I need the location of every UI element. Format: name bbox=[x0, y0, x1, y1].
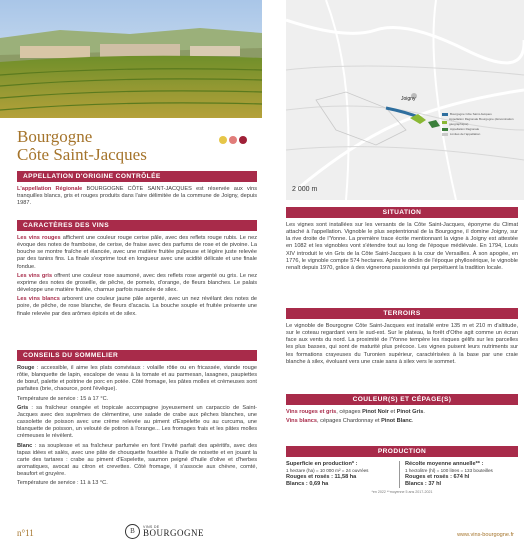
title-block bbox=[17, 128, 257, 164]
vineyard-photo bbox=[0, 0, 262, 118]
logo-emblem-icon: B bbox=[125, 524, 140, 539]
legend-item: Limites de l'appellation bbox=[442, 132, 520, 137]
caracteres-rouges bbox=[17, 235, 257, 271]
white-wine-dot bbox=[219, 136, 227, 144]
appellation-body: BOURGOGNE CÔTE SAINT-JACQUES est réservée aux vins tranquilles blancs, gris et rouges produits dans l'aire délimitée de la commune de Joigny, depuis 1987. bbox=[17, 186, 257, 207]
map-legend bbox=[442, 112, 520, 137]
blancs-text: arborent une couleur jaune pâle argenté, avec un nez révélant des notes de poire, de pêche, de rose blanche, de fleurs d'acacia. La bouche souple et fruitée présente une finale relevée par des arômes épicés et de silex. bbox=[17, 296, 257, 317]
logo-text bbox=[143, 525, 204, 539]
caracteres-gris bbox=[17, 273, 257, 294]
conseils-section bbox=[17, 350, 257, 490]
rose-wine-dot bbox=[229, 136, 237, 144]
caracteres-blancs bbox=[17, 296, 257, 317]
rouge-text: : accessible, il aime les plats conviviaux : volaille rôtie ou en fricassée, viande rouge rôtie, blanquette de lapin, escalope de veau à la tomate et au parmesan, lasagnes, paupiettes de bœuf, palette et poitrine de porc en potée. Côté fromage, les pâtes molles et crémeuses sont parfaites (brie, chaource, pont l'évêque). bbox=[17, 365, 257, 393]
gris-label: Les vins gris bbox=[17, 272, 53, 279]
appellation-label: L'appellation Régionale bbox=[17, 186, 83, 192]
situation-heading: SITUATION bbox=[286, 207, 518, 218]
terroirs-heading: TERROIRS bbox=[286, 308, 518, 319]
production-superficie: Superficie en production* : 1 hectare (ha) = 10 000 m² = 24 ouvrées Rouges et rosés : 11,58 ha Blancs : 0,69 ha bbox=[286, 461, 369, 488]
title-line-1: Bourgogne bbox=[17, 127, 93, 146]
couleurs-heading: COULEUR(S) ET CÉPAGE(S) bbox=[286, 394, 518, 405]
legend-item: Appellation Régionale Bourgogne (dénomination géographique) bbox=[442, 117, 520, 127]
rouge-label: Rouge bbox=[17, 365, 35, 371]
couleurs-line-1: Vins rouges et gris, cépages Pinot Noir et Pinot Gris. bbox=[286, 409, 425, 415]
production-recolte: Récolte moyenne annuelle** : 1 hectolitre (hl) = 100 litres = 133 bouteilles Rouges et rosés : 674 hl Blancs : 37 hl bbox=[399, 461, 518, 488]
blanc-text: : sa souplesse et sa fraîcheur parfumée en font l'invité parfait des apéritifs, avec des tapas idées et salés, avec une pâte de chouquette fouettée à l'huile de noisette et en jouant la carte des tartares : crabe au piment d'Espelette, saumon peigné d'huile d'olive et d'herbes aromatiques, avocat au citron et crevettes. Côté fromage, il s'associe aux chèvre, comté, beaufort et gruyère. bbox=[17, 442, 257, 478]
logo-small-text: VINS DE bbox=[143, 524, 160, 529]
production-heading: PRODUCTION bbox=[286, 446, 518, 457]
caracteres-heading: CARACTÈRES DES VINS bbox=[17, 220, 257, 231]
appellation-map bbox=[286, 0, 524, 200]
blanc-temp: Température de service : 11 à 13 °C. bbox=[17, 480, 108, 487]
conseils-heading: CONSEILS DU SOMMELIER bbox=[17, 350, 257, 361]
website-link[interactable]: www.vins-bourgogne.fr bbox=[457, 532, 514, 538]
map-town-label: Joigny bbox=[401, 96, 416, 102]
situation-text: Les vignes sont installées sur les versants de la Côte Saint-Jacques, éponyme du Climat attaché à l'appellation. Vignoble le plus septentrional de la Bourgogne, il domine Joigny, sur la rive droite de l'Yonne. La première trace écrite mentionnant la vigne à Joigny est attestée en 1082 et les vignobles vont s'étendre tout au long de l'époque médiévale. En 1794, Louis XIV introduit le vin Gris de la Côte Saint-Jacques à la cour de Versailles. À son apogée, en 1776, le vignoble compte 574 hectares. Après le déclin de l'époque phylloxérique, le vignoble renaît depuis 1970, grâce à des vignerons passionnés qui perpétuent la tradition locale. bbox=[286, 222, 518, 271]
production-grid bbox=[286, 461, 518, 488]
conseils-gris bbox=[17, 405, 257, 441]
gris-reco-label: Gris bbox=[17, 404, 29, 411]
couleurs-section bbox=[286, 394, 518, 427]
title-line-2: Côte Saint-Jacques bbox=[17, 145, 147, 164]
red-wine-dot bbox=[239, 136, 247, 144]
blanc-label: Blanc bbox=[17, 442, 33, 449]
rouges-label: Les vins rouges bbox=[17, 235, 61, 241]
logo-big-text: BOURGOGNE bbox=[143, 528, 205, 539]
situation-section bbox=[286, 207, 518, 274]
appellation-section bbox=[17, 171, 257, 209]
appellation-text bbox=[17, 186, 257, 207]
bourgogne-logo bbox=[125, 524, 204, 539]
production-section bbox=[286, 446, 518, 495]
caracteres-section bbox=[17, 220, 257, 320]
page-number: n°11 bbox=[17, 528, 34, 538]
right-column bbox=[262, 0, 524, 550]
wine-color-dots bbox=[219, 136, 247, 144]
terroirs-text: Le vignoble de Bourgogne Côte Saint-Jacques est installé entre 135 m et 210 m d'altitude, sur le coteau regardant vers le sud-est. Sur le plateau, la forêt d'Othe agit comme un écran face aux vents du nord. La proximité de l'Yonne tempère les risques gélifs sur les parcelles les plus basses, qui sont de maturité plus précoce. Les vignes puisent leurs nutriments sur les formations crayeuses du Turonien supérieur, caractérisées à la base par une craie blanche à silex, évoluant vers une craie sans à silex vers le sommet. bbox=[286, 323, 518, 365]
gris-reco-text: : sa fraîcheur orangée et tropicale accompagne joyeusement un carpaccio de Saint-Jacques avec des suprêmes de clémentine, une salade de crabe aux pêches blanches, une cassolette de poisson avec une crème relevée au piment d'Espelette ou au curcuma, une blanquette de poisson, un velouté de potiron à l'orange... Les fromages frais et les pâtes molles crémeuses le révèlent. bbox=[17, 404, 257, 440]
terroirs-section bbox=[286, 308, 518, 368]
production-footnote: *en 2022 **moyenne 5 ans 2017-2021 bbox=[371, 490, 433, 495]
legend-item: Appellation Régionale bbox=[442, 127, 520, 132]
couleurs-line-2: Vins blancs, cépages Chardonnay et Pinot Blanc. bbox=[286, 418, 414, 425]
appellation-heading: APPELLATION D'ORIGINE CONTRÔLÉE bbox=[17, 171, 257, 182]
conseils-blanc bbox=[17, 443, 257, 479]
conseils-rouge bbox=[17, 365, 257, 394]
legend-item: Bourgogne Côte Saint-Jacques bbox=[442, 112, 520, 117]
rouge-temp: Température de service : 15 à 17 °C. bbox=[17, 395, 109, 402]
gris-text: offrent une couleur rose saumoné, avec des reflets rose argenté ou gris. Le nez exprime des notes de groseille, de pêche, de pomelo, d'orange, de fleurs blanches. Le palais développe une matière fruitée, charnue parfois nuancée de silex. bbox=[17, 272, 258, 294]
blancs-label: Les vins blancs bbox=[17, 296, 60, 303]
map-scale: 2 000 m bbox=[292, 186, 318, 193]
footer-left bbox=[17, 524, 257, 546]
rouges-text: affichent une couleur rouge cerise pâle, avec des reflets rouge rubis. Le nez évoque des notes de framboise, de cerise, de fraise avec des parfums de rose et de pivoine. La bouche se montre fraîche et élancée, avec une matière fruitée pulpeuse et légère juste relevée par des tanins fins. La finale s'exprime tout en longueur avec une acidité délicate et une finale fondue. bbox=[17, 235, 257, 270]
